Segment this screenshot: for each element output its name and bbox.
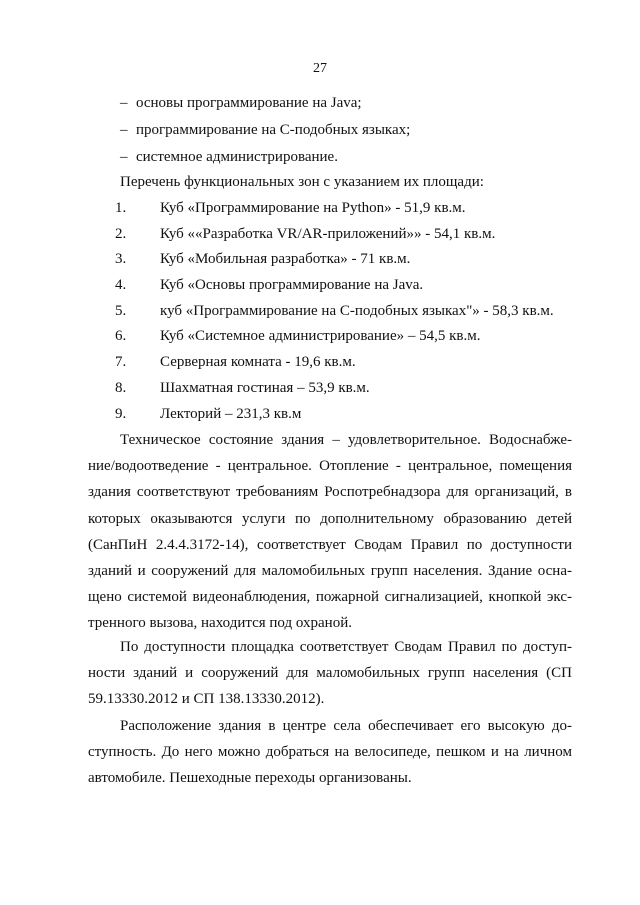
zone-number: 4. xyxy=(115,277,127,294)
bullet-item xyxy=(120,90,590,117)
bullet-dash: – xyxy=(120,149,128,165)
zone-item xyxy=(115,376,554,402)
zone-text: Куб «Программирование на Python» - 51,9 кв.м. xyxy=(160,200,466,216)
zone-item xyxy=(115,247,554,273)
bullet-text: системное администрирование. xyxy=(136,149,338,165)
zone-text: куб «Программирование на С-подобных языках"» - 58,3 кв.м. xyxy=(160,302,554,319)
accessibility-paragraph: По доступности площадка соответствует Сводам Правил по доступ-ности зданий и сооружений для маломобильных групп населения (СП 59.13330.2012 и СП 138.13330.2012). xyxy=(88,639,572,708)
page-number: 27 xyxy=(313,61,327,76)
bullet-dash: – xyxy=(120,122,128,138)
zone-number: 2. xyxy=(115,225,127,242)
zone-number: 7. xyxy=(115,354,127,371)
zone-number: 6. xyxy=(115,328,127,345)
bullet-text: программирование на С-подобных языках; xyxy=(136,122,411,138)
zone-text: Куб ««Разработка VR/AR-приложений»» - 54,1 кв.м. xyxy=(160,225,496,242)
zone-number: 1. xyxy=(115,200,127,216)
zone-text: Куб «Основы программирование на Java. xyxy=(160,277,424,294)
zone-text: Лекторий – 231,3 кв.м xyxy=(160,405,302,422)
zone-item xyxy=(115,196,554,222)
bullet-dash: – xyxy=(120,95,128,111)
zone-number: 8. xyxy=(115,379,127,396)
zone-item xyxy=(115,350,554,376)
bullet-item xyxy=(120,117,590,144)
zone-text: Шахматная гостиная – 53,9 кв.м. xyxy=(160,379,370,396)
zone-text: Куб «Системное администрирование» – 54,5 кв.м. xyxy=(160,328,481,345)
bullet-text: основы программирование на Java; xyxy=(136,95,362,111)
zone-text: Куб «Мобильная разработка» - 71 кв.м. xyxy=(160,251,411,268)
zone-item xyxy=(115,299,554,325)
bullet-item xyxy=(120,144,590,171)
zones-list xyxy=(115,196,554,427)
location-paragraph: Расположение здания в центре села обеспечивает его высокую до-ступность. До него можно добраться на велосипеде, пешком и на личном автомобиле. Пешеходные переходы организованы. xyxy=(88,718,572,787)
zone-item xyxy=(115,324,554,350)
zone-number: 3. xyxy=(115,251,127,268)
zone-item xyxy=(115,273,554,299)
zone-text: Серверная комната - 19,6 кв.м. xyxy=(160,354,356,371)
zones-title: Перечень функциональных зон с указанием их площади: xyxy=(120,174,484,190)
zone-number: 5. xyxy=(115,302,127,319)
course-bullet-list xyxy=(120,90,590,171)
zone-item xyxy=(115,402,554,428)
building-condition-paragraph: Техническое состояние здания – удовлетворительное. Водоснабже-ние/водоотведение - центральное. Отопление - центральное, помещения здания соответствуют требованиям Роспотребнадзора для организаций, в которых оказываются услуги по дополнительному образованию детей (СанПиН 2.4.4.3172-14), соответствует Сводам Правил по доступности зданий и сооружений для маломобильных групп населения. Здание осна-щено системой видеонаблюдения, пожарной сигнализацией, кнопкой экс-тренного вызова, находится под охраной. xyxy=(88,432,572,632)
zone-item xyxy=(115,222,554,248)
zone-number: 9. xyxy=(115,405,127,422)
